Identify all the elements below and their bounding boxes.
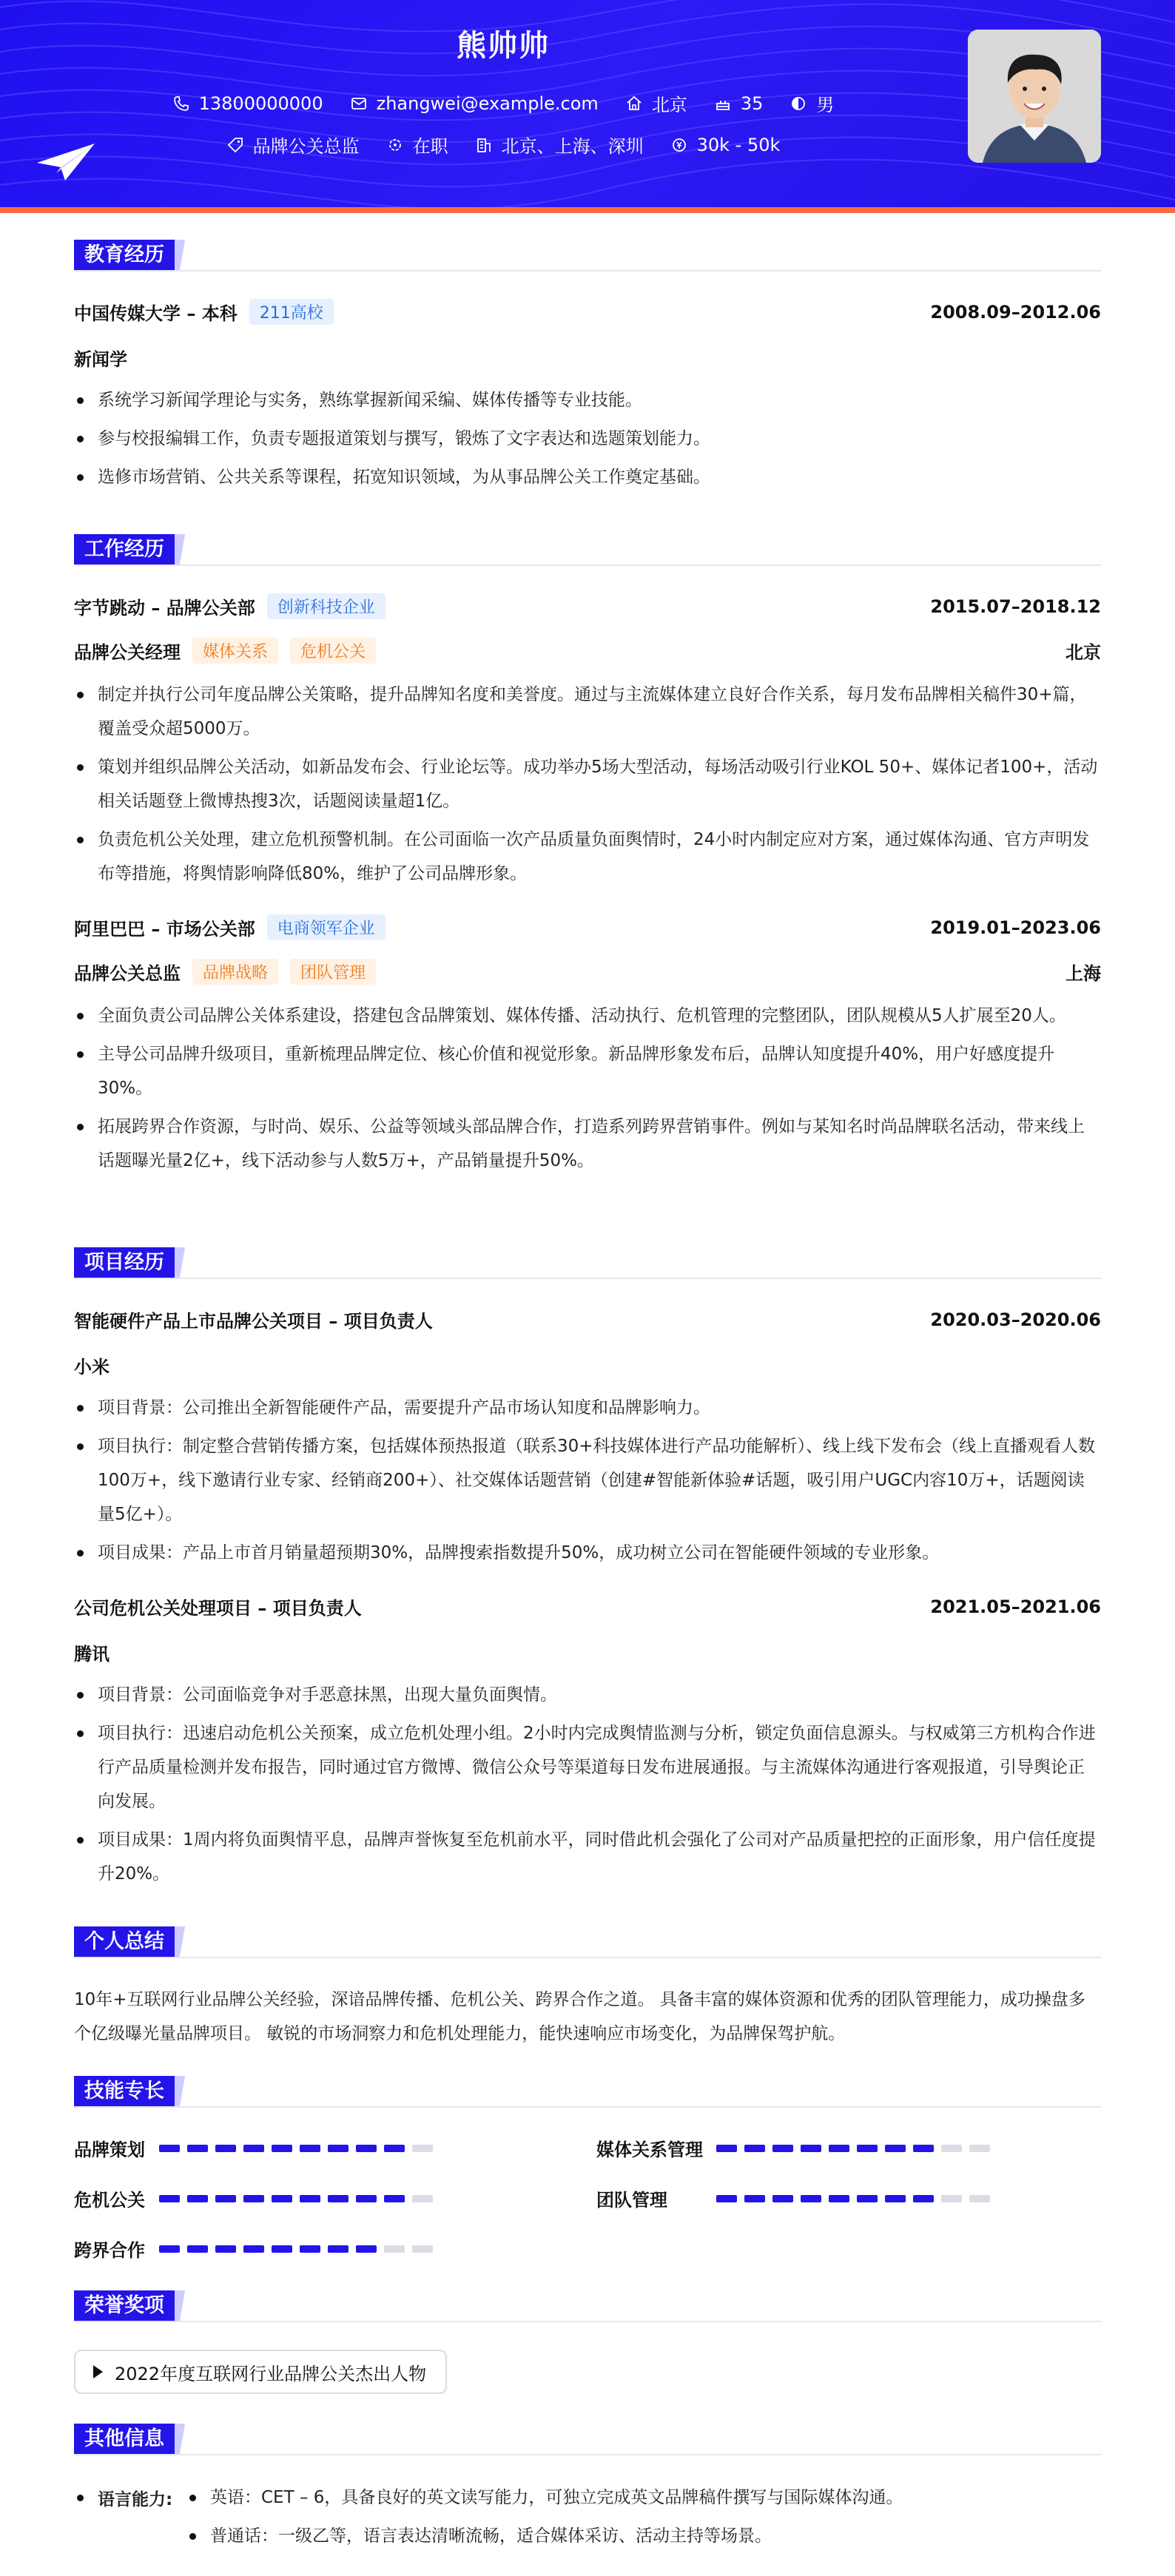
- role-tag: 危机公关: [290, 638, 376, 664]
- skill-segment-filled: [300, 2245, 320, 2253]
- project-row-xiaomi: [74, 1306, 1101, 1332]
- project-dates: 2020.03–2020.06: [930, 1309, 1101, 1330]
- skill-item: [596, 2135, 997, 2161]
- skill-segment-filled: [243, 2245, 264, 2253]
- other-section-title: [74, 2424, 192, 2455]
- education-title-label: 教育经历: [74, 240, 175, 271]
- projects-title-label: 项目经历: [74, 1247, 175, 1278]
- list-item: 制定并执行公司年度品牌公关策略，提升品牌知名度和美誉度。通过与主流媒体建立良好合作关系，每月发布品牌相关稿件30+篇，覆盖受众超5000万。: [74, 678, 1101, 746]
- project-dates: 2021.05–2021.06: [930, 1596, 1101, 1617]
- skill-segment-filled: [913, 2195, 934, 2202]
- skill-segment-empty: [412, 2145, 433, 2152]
- title-tail-decoration: [175, 240, 192, 271]
- section-divider: [74, 2321, 1101, 2322]
- honors-title-label: 荣誉奖项: [74, 2290, 175, 2322]
- school-tag: 211高校: [249, 299, 334, 325]
- other-title-label: 其他信息: [74, 2424, 175, 2455]
- project-org: 腾讯: [74, 1644, 110, 1665]
- skill-segment-filled: [187, 2195, 208, 2202]
- list-item: 选修市场营销、公共关系等课程，拓宽知识领域，为从事品牌公关工作奠定基础。: [74, 460, 1101, 494]
- school-name: 中国传媒大学 – 本科: [74, 303, 238, 324]
- section-divider: [74, 270, 1101, 272]
- skills-title-label: 技能专长: [74, 2076, 175, 2107]
- section-divider: [74, 1278, 1101, 1279]
- skill-segment-filled: [772, 2145, 793, 2152]
- gender-item: [789, 90, 834, 116]
- position-item: [226, 132, 360, 158]
- project-org: 小米: [74, 1357, 110, 1378]
- job-intent-row: [0, 132, 1006, 158]
- avatar: [968, 30, 1101, 163]
- status-text: 在职: [412, 136, 448, 157]
- phone-text: 13800000000: [198, 92, 323, 114]
- job-bullets-bytedance: [74, 678, 1101, 895]
- education-section-title: [74, 240, 192, 271]
- role-name: 品牌公关总监: [74, 963, 181, 984]
- home-icon: [625, 95, 643, 112]
- skill-segment-filled: [885, 2145, 906, 2152]
- skill-name: 跨界合作: [74, 2240, 145, 2261]
- skill-item: [74, 2135, 440, 2161]
- skill-segment-filled: [772, 2195, 793, 2202]
- skill-name: 团队管理: [596, 2190, 667, 2211]
- language-label: [74, 2486, 172, 2510]
- skill-segment-filled: [215, 2195, 236, 2202]
- work-title-label: 工作经历: [74, 534, 175, 565]
- award-text: 2022年度互联网行业品牌公关杰出人物: [115, 2363, 427, 2384]
- title-tail-decoration: [175, 1926, 192, 1958]
- job-dates: 2015.07–2018.12: [930, 596, 1101, 617]
- skill-segment-filled: [272, 2145, 292, 2152]
- resume-header: [0, 0, 1175, 207]
- list-item: 英语：CET – 6，具备良好的英文读写能力，可独立完成英文品牌稿件撰写与国际媒体沟通。: [186, 2478, 903, 2517]
- list-item: 主导公司品牌升级项目，重新梳理品牌定位、核心价值和视觉形象。新品牌形象发布后，品牌认知度提升40%，用户好感度提升30%。: [74, 1037, 1101, 1105]
- triangle-right-icon: [93, 2365, 103, 2378]
- location-text: 北京: [651, 95, 687, 115]
- skills-section-title: [74, 2076, 192, 2107]
- list-item: 拓展跨界合作资源，与时尚、娱乐、公益等领域头部品牌合作，打造系列跨界营销事件。例如与某知名时尚品牌联名活动，带来线上话题曝光量2亿+，线下活动参与人数5万+，产品销量提升50%。: [74, 1110, 1101, 1178]
- skill-name: 品牌策划: [74, 2140, 145, 2160]
- skill-item: [74, 2185, 440, 2211]
- company-tag: 电商领军企业: [267, 914, 386, 940]
- skill-segment-filled: [328, 2195, 349, 2202]
- building-icon: [475, 136, 493, 154]
- skill-segment-empty: [969, 2145, 990, 2152]
- education-row: [74, 299, 1101, 325]
- skill-segment-filled: [744, 2195, 765, 2202]
- title-tail-decoration: [175, 534, 192, 565]
- coin-icon: [670, 136, 688, 154]
- skill-segment-filled: [801, 2195, 821, 2202]
- phone-icon: [172, 95, 190, 112]
- list-item: 项目执行：迅速启动危机公关预案，成立危机处理小组。2小时内完成舆情监测与分析，锁定负面信息源头。与权威第三方机构合作进行产品质量检测并发布报告，同时通过官方微博、微信公众号等渠道每日发布进展通报。与主流媒体沟通进行客观报道，引导舆论正向发展。: [74, 1716, 1101, 1818]
- skill-level-bar: [159, 2195, 440, 2202]
- projects-section-title: [74, 1247, 192, 1278]
- project-bullets-xiaomi: [74, 1391, 1101, 1574]
- skill-segment-filled: [384, 2195, 405, 2202]
- list-item: 系统学习新闻学理论与实务，熟练掌握新闻采编、媒体传播等专业技能。: [74, 383, 1101, 417]
- title-tail-decoration: [175, 2424, 192, 2455]
- project-title: 公司危机公关处理项目 – 项目负责人: [74, 1598, 362, 1619]
- skill-segment-empty: [412, 2195, 433, 2202]
- skill-item: [74, 2236, 440, 2262]
- email-text: zhangwei@example.com: [376, 92, 599, 114]
- skill-segment-filled: [215, 2145, 236, 2152]
- skill-segment-filled: [159, 2145, 180, 2152]
- section-divider: [74, 2454, 1101, 2455]
- age-text: 35: [740, 92, 764, 114]
- role-row-bytedance: [74, 638, 1101, 664]
- skill-segment-filled: [300, 2145, 320, 2152]
- skill-segment-filled: [857, 2145, 878, 2152]
- list-item: 负责危机公关处理，建立危机预警机制。在公司面临一次产品质量负面舆情时，24小时内制定应对方案，通过媒体沟通、官方声明发布等措施，将舆情影响降低80%，维护了公司品牌形象。: [74, 823, 1101, 891]
- job-dates: 2019.01–2023.06: [930, 917, 1101, 938]
- project-row-tencent: [74, 1594, 1101, 1619]
- skill-segment-filled: [801, 2145, 821, 2152]
- skill-segment-filled: [272, 2245, 292, 2253]
- summary-text: 10年+互联网行业品牌公关经验，深谙品牌传播、危机公关、跨界合作之道。 具备丰富的媒体资源和优秀的团队管理能力，成功操盘多个亿级曝光量品牌项目。 敏锐的市场洞察力和危机处理能力，能快速响应市场变化，为品牌保驾护航。: [74, 1990, 1085, 2043]
- skill-level-bar: [716, 2145, 997, 2152]
- skill-level-bar: [716, 2195, 997, 2202]
- cities-item: [475, 132, 644, 158]
- skill-segment-filled: [744, 2145, 765, 2152]
- job-row-bytedance: [74, 593, 1101, 619]
- skill-segment-filled: [356, 2145, 377, 2152]
- position-text: 品牌公关总监: [252, 136, 360, 157]
- list-item: 项目成果：产品上市首月销量超预期30%，品牌搜索指数提升50%，成功树立公司在智能硬件领域的专业形象。: [74, 1536, 1101, 1570]
- skill-segment-filled: [328, 2145, 349, 2152]
- contact-row: [0, 90, 1006, 116]
- cake-icon: [714, 95, 732, 112]
- skill-level-bar: [159, 2245, 440, 2253]
- job-city: 上海: [1065, 963, 1101, 984]
- skill-segment-filled: [913, 2145, 934, 2152]
- skill-name: 危机公关: [74, 2190, 145, 2211]
- section-divider: [74, 564, 1101, 566]
- skill-segment-filled: [384, 2145, 405, 2152]
- avatar-portrait-icon: [968, 30, 1101, 163]
- skill-segment-filled: [159, 2245, 180, 2253]
- section-divider: [74, 2106, 1101, 2108]
- salary-text: 30k - 50k: [696, 134, 781, 155]
- skill-name: 媒体关系管理: [596, 2140, 703, 2160]
- role-name: 品牌公关经理: [74, 642, 181, 663]
- gender-text: 男: [816, 95, 835, 115]
- skill-segment-filled: [243, 2195, 264, 2202]
- list-item: 普通话：一级乙等，语言表达清晰流畅，适合媒体采访、活动主持等场景。: [186, 2517, 903, 2555]
- work-section-title: [74, 534, 192, 565]
- salary-item: [670, 135, 781, 155]
- skill-segment-filled: [159, 2195, 180, 2202]
- role-tag: 团队管理: [290, 959, 376, 985]
- list-item: 项目成果：1周内将负面舆情平息，品牌声誉恢复至危机前水平，同时借此机会强化了公司对产品质量把控的正面形象，用户信任度提升20%。: [74, 1823, 1101, 1891]
- skill-segment-filled: [356, 2245, 377, 2253]
- skill-segment-filled: [716, 2145, 737, 2152]
- education-dates: 2008.09–2012.06: [930, 301, 1101, 323]
- skill-segment-empty: [969, 2195, 990, 2202]
- status-icon: [386, 136, 404, 154]
- section-divider: [74, 1957, 1101, 1958]
- list-item: 参与校报编辑工作，负责专题报道策划与撰写，锻炼了文字表达和选题策划能力。: [74, 422, 1101, 456]
- list-item: 项目背景：公司推出全新智能硬件产品，需要提升产品市场认知度和品牌影响力。: [74, 1391, 1101, 1425]
- age-item: [714, 93, 764, 114]
- skill-level-bar: [159, 2145, 440, 2152]
- skill-segment-filled: [829, 2195, 849, 2202]
- list-item: 策划并组织品牌公关活动，如新品发布会、行业论坛等。成功举办5场大型活动，每场活动吸引行业KOL 50+、媒体记者100+，活动相关话题登上微博热搜3次，话题阅读量超1亿。: [74, 750, 1101, 818]
- project-org-row: [74, 1639, 1101, 1665]
- skill-segment-empty: [384, 2245, 405, 2253]
- company-name: 阿里巴巴 – 市场公关部: [74, 919, 255, 940]
- skill-segment-filled: [328, 2245, 349, 2253]
- cities-text: 北京、上海、深圳: [501, 136, 644, 157]
- summary-section-title: [74, 1926, 192, 1958]
- skill-segment-filled: [829, 2145, 849, 2152]
- list-item: 全面负责公司品牌公关体系建设，搭建包含品牌策划、媒体传播、活动执行、危机管理的完整团队，团队规模从5人扩展至20人。: [74, 999, 1101, 1033]
- skill-segment-filled: [272, 2195, 292, 2202]
- honors-section-title: [74, 2290, 192, 2322]
- tag-icon: [226, 136, 244, 154]
- list-item: 项目背景：公司面临竞争对手恶意抹黑，出现大量负面舆情。: [74, 1678, 1101, 1712]
- skill-segment-empty: [941, 2195, 962, 2202]
- title-tail-decoration: [175, 2076, 192, 2107]
- skill-segment-filled: [300, 2195, 320, 2202]
- location-item: [625, 90, 687, 116]
- language-label-text: 语言能力:: [98, 2490, 173, 2509]
- summary-title-label: 个人总结: [74, 1926, 175, 1958]
- education-bullets: [74, 383, 1101, 499]
- project-org-row: [74, 1352, 1101, 1378]
- job-row-alibaba: [74, 914, 1101, 940]
- phone-item: [172, 93, 323, 114]
- skill-segment-filled: [716, 2195, 737, 2202]
- major-name: 新闻学: [74, 349, 127, 370]
- gender-icon: [789, 95, 807, 112]
- mail-icon: [350, 95, 368, 112]
- skill-segment-filled: [857, 2195, 878, 2202]
- role-tag: 品牌战略: [192, 959, 278, 985]
- role-row-alibaba: [74, 959, 1101, 985]
- major-row: [74, 345, 1101, 371]
- award-item: [74, 2350, 447, 2394]
- title-tail-decoration: [175, 2290, 192, 2322]
- language-list: [186, 2478, 903, 2555]
- company-tag: 创新科技企业: [267, 593, 386, 619]
- skill-segment-filled: [243, 2145, 264, 2152]
- role-tag: 媒体关系: [192, 638, 278, 664]
- candidate-name: 熊帅帅: [457, 29, 550, 63]
- skill-segment-filled: [356, 2195, 377, 2202]
- job-bullets-alibaba: [74, 999, 1101, 1182]
- project-title: 智能硬件产品上市品牌公关项目 – 项目负责人: [74, 1311, 433, 1332]
- skill-segment-filled: [187, 2145, 208, 2152]
- skill-segment-filled: [885, 2195, 906, 2202]
- email-item: [350, 93, 599, 114]
- header-accent-stripe: [0, 207, 1175, 213]
- skill-segment-empty: [941, 2145, 962, 2152]
- status-item: [386, 132, 448, 158]
- skill-segment-filled: [215, 2245, 236, 2253]
- job-city: 北京: [1065, 642, 1101, 663]
- title-tail-decoration: [175, 1247, 192, 1278]
- project-bullets-tencent: [74, 1678, 1101, 1895]
- company-name: 字节跳动 – 品牌公关部: [74, 598, 255, 618]
- skill-segment-empty: [412, 2245, 433, 2253]
- skill-item: [596, 2185, 997, 2211]
- skill-segment-filled: [187, 2245, 208, 2253]
- list-item: 项目执行：制定整合营销传播方案，包括媒体预热报道（联系30+科技媒体进行产品功能解析）、线上线下发布会（线上直播观看人数100万+，线下邀请行业专家、经销商200+）、社交媒体话题营销（创建#智能新体验#话题，吸引用户UGC内容10万+，话题阅读量5亿+）。: [74, 1429, 1101, 1531]
